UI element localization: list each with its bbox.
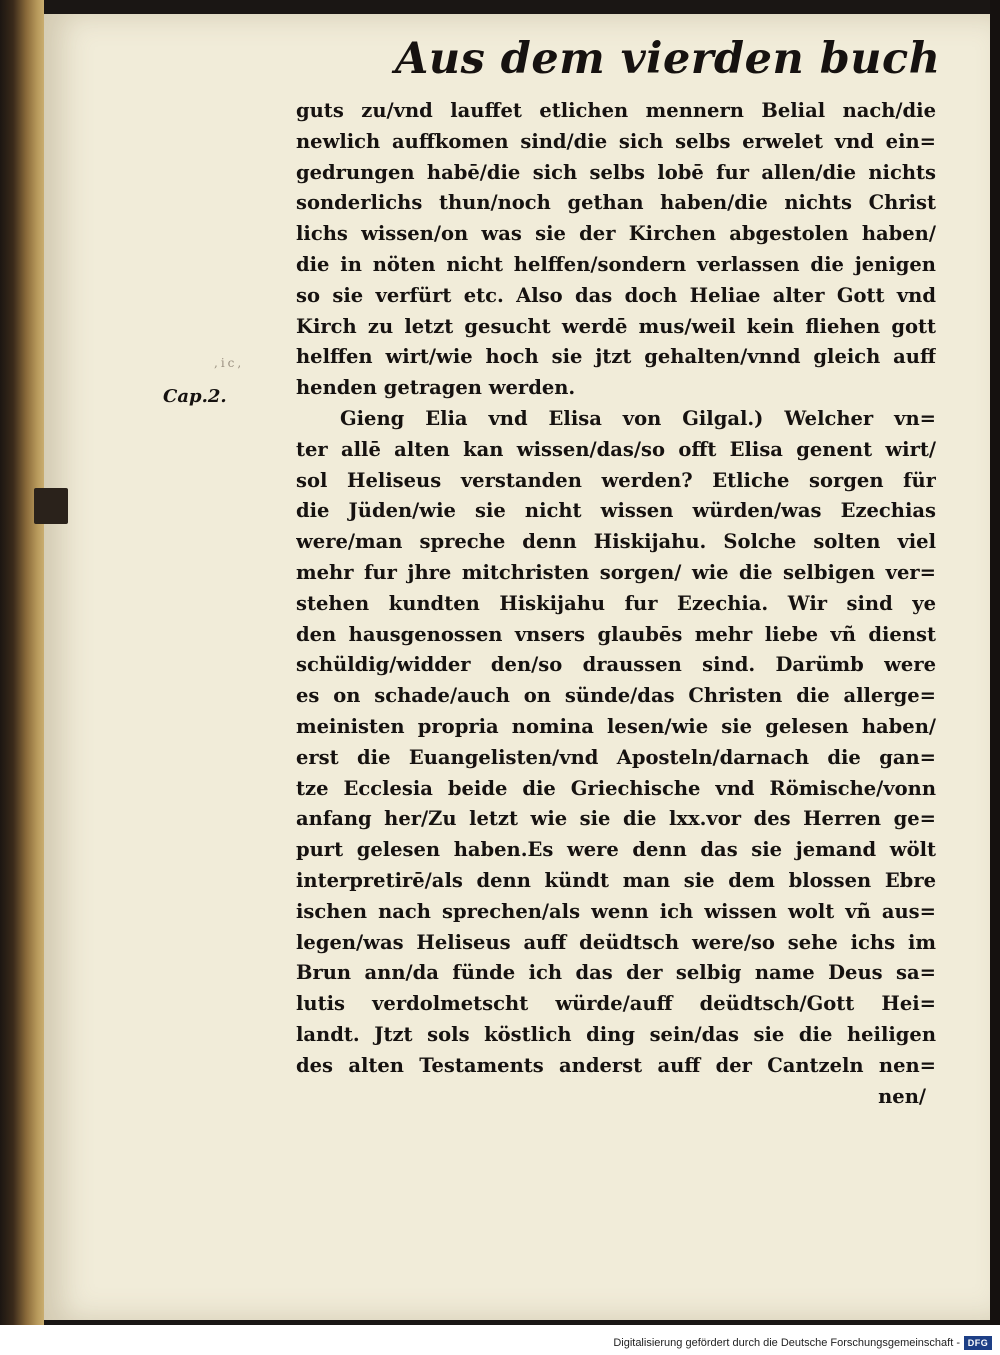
text-line: Gieng Elia vnd Elisa von Gilgal.) Welcher vn= xyxy=(340,406,936,430)
text-line: landt. Jtzt sols köstlich ding sein/das sie die heiligen xyxy=(296,1022,936,1046)
text-line: des alten Testaments anderst auff der Cantzeln nen= xyxy=(296,1053,936,1077)
text-line: henden getragen werden. xyxy=(296,376,576,400)
text-line: die Jüden/wie sie nicht wissen würden/was Ezechias xyxy=(296,499,936,523)
text-line: lichs wissen/on was sie der Kirchen abgestolen haben/ xyxy=(296,222,936,246)
footer-credit: Digitalisierung gefördert durch die Deutsche Forschungsgemeinschaft - xyxy=(613,1337,960,1349)
text-line: stehen kundten Hiskijahu fur Ezechia. Wir sind ye xyxy=(296,591,936,615)
text-line: guts zu/vnd lauffet etlichen mennern Belial nach/die xyxy=(296,99,936,122)
dfg-logo-icon: DFG xyxy=(964,1336,992,1350)
text-line: die in nöten nicht helffen/sondern verlassen die jenigen xyxy=(296,252,936,276)
text-line: interpretirē/als denn kündt man sie dem blossen Ebre xyxy=(296,868,936,892)
text-line: Brun ann/da fünde ich das der selbig name Deus sa= xyxy=(296,961,936,985)
text-line: lutis verdolmetscht würde/auff deüdtsch/Gott Hei= xyxy=(296,992,936,1016)
text-line: tze Ecclesia beide die Griechische vnd Römische/vonn xyxy=(296,776,936,800)
text-line: meinisten propria nomina lesen/wie sie gelesen haben/ xyxy=(296,714,936,738)
text-line: schüldig/widder den/so draussen sind. Darümb were xyxy=(296,653,936,677)
text-line: so sie verfürt etc. Also das doch Heliae alter Gott vnd xyxy=(296,283,936,307)
text-line: anfang her/Zu letzt wie sie die lxx.vor des Herren ge= xyxy=(296,807,936,831)
text-line: were/man spreche denn Hiskijahu. Solche solten viel xyxy=(296,530,936,554)
binding-tab xyxy=(34,488,68,524)
text-line: purt gelesen haben.Es were denn das sie jemand wölt xyxy=(296,838,936,862)
text-line: sonderlichs thun/noch gethan haben/die nichts Christ xyxy=(296,191,936,215)
margin-marks: ,ic, xyxy=(214,356,245,370)
text-line: ter allē alten kan wissen/das/so offt Elisa genent wirt/ xyxy=(296,437,936,461)
text-line: erst die Euangelisten/vnd Aposteln/darnach die gan= xyxy=(296,745,936,769)
book-spine-edge xyxy=(0,0,44,1325)
footer-bar xyxy=(0,1325,1000,1355)
running-title: Aus dem vierden buch xyxy=(395,34,941,84)
text-line: den hausgenossen vnsers glaubēs mehr liebe vñ dienst xyxy=(296,622,936,646)
text-line: Kirch zu letzt gesucht werdē mus/weil kein fliehen gott xyxy=(296,314,936,338)
catchword: nen/ xyxy=(878,1084,926,1108)
text-line: ischen nach sprechen/als wenn ich wissen wolt vñ aus= xyxy=(296,899,936,923)
text-line: gedrungen habē/die sich selbs lobē fur allen/die nichts xyxy=(296,160,936,184)
text-line: legen/was Heliseus auff deüdtsch were/so sehe ichs im xyxy=(296,930,936,954)
text-line: helffen wirt/wie hoch sie jtzt gehalten/vnnd gleich auff xyxy=(296,345,936,369)
text-line: es on schade/auch on sünde/das Christen die allerge= xyxy=(296,684,936,708)
margin-note-chapter: Cap.2. xyxy=(163,386,227,407)
body-text xyxy=(296,96,936,1112)
text-line: newlich auffkomen sind/die sich selbs erwelet vnd ein= xyxy=(296,129,936,153)
text-line: sol Heliseus verstanden werden? Etliche sorgen für xyxy=(296,468,936,492)
scan-right-edge xyxy=(990,0,1000,1325)
text-line: mehr fur jhre mitchristen sorgen/ wie die selbigen ver= xyxy=(296,560,936,584)
